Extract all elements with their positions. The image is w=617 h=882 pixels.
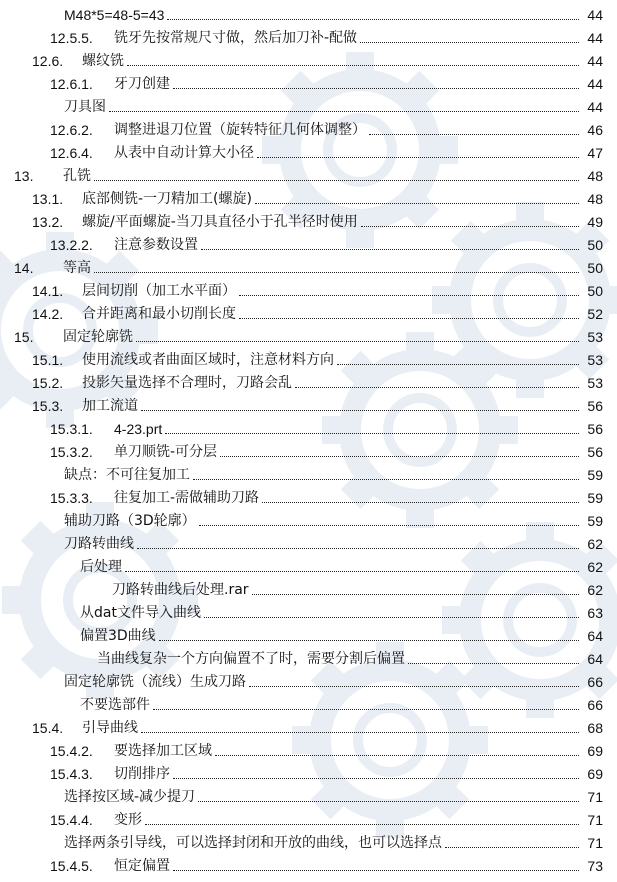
toc-entry-title: 选择按区域-减少提刀	[64, 789, 196, 805]
toc-entry-page: 63	[587, 605, 603, 621]
toc-entry-title: 合并距离和最小切削长度	[82, 306, 236, 322]
toc-entry-number: 15.	[14, 329, 34, 345]
toc-entry[interactable]	[50, 485, 603, 507]
toc-entry[interactable]	[80, 692, 603, 714]
toc-entry[interactable]	[14, 255, 603, 277]
leader-dots	[127, 65, 579, 66]
toc-entry-title: 引导曲线	[82, 720, 138, 736]
toc-entry-title: 螺纹铣	[82, 53, 124, 69]
toc-entry-title: 螺旋/平面螺旋-当刀具直径小于孔半径时使用	[82, 214, 358, 230]
toc-entry-number: 12.6.	[32, 53, 64, 69]
toc-entry-number: 15.3.	[32, 398, 64, 414]
leader-dots	[255, 203, 579, 204]
toc-entry-title: 加工流道	[82, 398, 138, 414]
leader-dots	[137, 548, 579, 549]
toc-entry-title: 变形	[114, 812, 142, 828]
toc-entry[interactable]	[50, 232, 603, 254]
toc-entry-title: 要选择加工区域	[114, 743, 212, 759]
toc-entry-page: 56	[587, 444, 603, 460]
leader-dots	[257, 157, 579, 158]
toc-entry-page: 49	[587, 214, 603, 230]
toc-entry-title: 刀路转曲线后处理.rar	[112, 582, 249, 598]
toc-entry-page: 46	[587, 122, 603, 138]
toc-entry[interactable]	[32, 715, 603, 737]
toc-entry-page: 62	[587, 536, 603, 552]
leader-dots	[239, 318, 579, 319]
toc-entry[interactable]	[32, 186, 603, 208]
toc-entry[interactable]	[50, 117, 603, 139]
toc-entry[interactable]	[50, 416, 603, 438]
leader-dots	[215, 755, 579, 756]
toc-entry-title: 孔铣	[63, 168, 91, 184]
toc-entry-title: 投影矢量选择不合理时，刀路会乱	[82, 375, 292, 391]
toc-entry-page: 50	[587, 283, 603, 299]
toc-entry[interactable]	[64, 784, 603, 806]
toc-entry-title: 往复加工-需做辅助刀路	[114, 490, 260, 506]
toc-entry-page: 56	[587, 421, 603, 437]
toc-entry[interactable]	[64, 94, 603, 116]
toc-entry-number: 14.1.	[32, 283, 64, 299]
toc-entry[interactable]	[80, 600, 603, 622]
toc-entry-number: 12.6.4.	[50, 145, 93, 161]
toc-entry-title: 注意参数设置	[114, 237, 198, 253]
toc-entry[interactable]	[80, 623, 603, 645]
toc-entry[interactable]	[64, 830, 603, 852]
leader-dots	[445, 847, 579, 848]
toc-entry-page: 47	[587, 145, 603, 161]
toc-entry-page: 53	[587, 375, 603, 391]
leader-dots	[369, 134, 579, 135]
toc-entry-title: 层间切削（加工水平面）	[82, 283, 236, 299]
toc-entry[interactable]	[14, 324, 603, 346]
toc-entry-page: 71	[587, 789, 603, 805]
toc-entry-title: 选择两条引导线，可以选择封闭和开放的曲线，也可以选择点	[64, 835, 442, 851]
toc-entry-page: 59	[587, 490, 603, 506]
toc-entry-number: 12.6.2.	[50, 122, 93, 138]
toc-entry[interactable]	[50, 807, 603, 829]
toc-entry-page: 53	[587, 352, 603, 368]
leader-dots	[159, 640, 579, 641]
toc-entry-page: 52	[587, 306, 603, 322]
leader-dots	[109, 111, 579, 112]
toc-entry-title: 恒定偏置	[114, 858, 170, 874]
toc-entry[interactable]	[50, 439, 603, 461]
toc-entry-number: 15.4.2.	[50, 743, 93, 759]
toc-entry-page: 59	[587, 513, 603, 529]
toc-entry-number: 13.2.	[32, 214, 64, 230]
leader-dots	[198, 801, 579, 802]
toc-entry-title: 从表中自动计算大小径	[114, 145, 254, 161]
toc-entry[interactable]	[80, 554, 603, 576]
toc-entry-page: 50	[587, 260, 603, 276]
toc-entry-number: 15.3.3.	[50, 490, 93, 506]
toc-entry-page: 44	[587, 76, 603, 92]
leader-dots	[94, 180, 579, 181]
leader-dots	[173, 778, 579, 779]
toc-entry-page: 66	[587, 674, 603, 690]
toc-entry-page: 62	[587, 559, 603, 575]
toc-entry-number: 15.2.	[32, 375, 64, 391]
toc-entry-page: 44	[587, 53, 603, 69]
leader-dots	[165, 433, 579, 434]
leader-dots	[141, 732, 579, 733]
toc-entry-page: 64	[587, 628, 603, 644]
toc-entry-page: 64	[587, 651, 603, 667]
leader-dots	[249, 686, 579, 687]
toc-entry-title: 固定轮廓铣	[63, 329, 133, 345]
toc-entry-number: 13.2.2.	[50, 237, 93, 253]
leader-dots	[167, 19, 579, 20]
leader-dots	[173, 870, 579, 871]
leader-dots	[173, 88, 579, 89]
toc-entry-title: 刀路转曲线	[64, 536, 134, 552]
toc-entry-page: 73	[587, 858, 603, 874]
toc-entry[interactable]	[32, 209, 603, 231]
toc-entry-number: 12.5.5.	[50, 30, 93, 46]
toc-entry-number: 14.2.	[32, 306, 64, 322]
toc-entry-page: 59	[587, 467, 603, 483]
toc-entry-page: 44	[587, 7, 603, 23]
toc-entry[interactable]	[50, 71, 603, 93]
leader-dots	[153, 709, 579, 710]
toc-entry[interactable]	[32, 347, 603, 369]
toc-entry[interactable]	[64, 2, 603, 24]
toc-entry-title: 使用流线或者曲面区域时，注意材料方向	[82, 352, 334, 368]
toc-entry[interactable]	[50, 853, 603, 875]
leader-dots	[125, 571, 579, 572]
toc-entry-page: 66	[587, 697, 603, 713]
toc-entry-title: 底部侧铣-一刀精加工(螺旋)	[82, 191, 252, 207]
toc-entry-title: 刀具图	[64, 99, 106, 115]
toc-entry-number: 15.4.3.	[50, 766, 93, 782]
toc-entry-page: 44	[587, 30, 603, 46]
toc-entry-title: 后处理	[80, 559, 122, 575]
toc-entry-title: 单刀顺铣-可分层	[114, 444, 218, 460]
toc-entry-number: 15.3.2.	[50, 444, 93, 460]
toc-entry-title: 等高	[63, 260, 91, 276]
leader-dots	[360, 42, 579, 43]
toc-entry-page: 68	[587, 720, 603, 736]
toc-entry-number: 15.4.5.	[50, 858, 93, 874]
leader-dots	[239, 295, 579, 296]
toc-entry-page: 62	[587, 582, 603, 598]
toc-entry[interactable]	[50, 140, 603, 162]
leader-dots	[141, 410, 579, 411]
toc-entry-title: 缺点：不可往复加工	[64, 467, 190, 483]
leader-dots	[337, 364, 579, 365]
toc-entry-title: 铣牙先按常规尺寸做，然后加刀补-配做	[114, 30, 358, 46]
toc-entry-page: 71	[587, 812, 603, 828]
toc-entry-title: 4-23.prt	[114, 421, 163, 437]
toc-entry[interactable]	[64, 531, 603, 553]
leader-dots	[295, 387, 579, 388]
toc-entry[interactable]	[112, 577, 603, 599]
leader-dots	[262, 502, 579, 503]
toc-entry-title: 调整进退刀位置（旋转特征几何体调整）	[114, 122, 366, 138]
toc-entry[interactable]	[50, 25, 603, 47]
toc-entry-page: 50	[587, 237, 603, 253]
toc-entry-number: 15.4.	[32, 720, 64, 736]
toc-entry[interactable]	[64, 669, 603, 691]
toc-entry-page: 69	[587, 766, 603, 782]
toc-entry-number: 14.	[14, 260, 34, 276]
toc-entry-page: 53	[587, 329, 603, 345]
leader-dots	[361, 226, 579, 227]
toc-entry[interactable]	[50, 761, 603, 783]
leader-dots	[252, 594, 579, 595]
toc-entry-number: 15.4.4.	[50, 812, 93, 828]
leader-dots	[94, 272, 579, 273]
toc-entry-title: 从dat文件导入曲线	[80, 605, 201, 621]
toc-entry-page: 71	[587, 835, 603, 851]
toc-entry-title: 切削排序	[114, 766, 170, 782]
leader-dots	[220, 456, 579, 457]
leader-dots	[193, 479, 579, 480]
toc-entry-page: 44	[587, 99, 603, 115]
toc-entry-title: 固定轮廓铣（流线）生成刀路	[64, 674, 246, 690]
leader-dots	[204, 617, 579, 618]
toc-entry-title: 不要选部件	[80, 697, 150, 713]
toc-entry[interactable]	[64, 508, 603, 530]
toc-entry[interactable]	[64, 462, 603, 484]
toc-entry[interactable]	[32, 370, 603, 392]
toc-entry-title: M48*5=48-5=43	[64, 7, 165, 23]
leader-dots	[201, 249, 579, 250]
toc-entry-page: 48	[587, 191, 603, 207]
toc-entry-title: 当曲线复杂一个方向偏置不了时，需要分割后偏置	[97, 651, 405, 667]
leader-dots	[408, 663, 579, 664]
toc-entry-number: 15.3.1.	[50, 421, 93, 437]
leader-dots	[145, 824, 579, 825]
toc-entry-page: 48	[587, 168, 603, 184]
toc-entry[interactable]	[97, 646, 603, 668]
toc-entry-number: 12.6.1.	[50, 76, 93, 92]
toc-entry-title: 辅助刀路（3D轮廓）	[64, 513, 196, 529]
toc-entry[interactable]	[32, 393, 603, 415]
toc-entry-number: 15.1.	[32, 352, 64, 368]
leader-dots	[199, 525, 579, 526]
toc-entry-title: 牙刀创建	[114, 76, 170, 92]
toc-entry[interactable]	[50, 738, 603, 760]
toc-entry[interactable]	[32, 48, 603, 70]
toc-entry-page: 69	[587, 743, 603, 759]
leader-dots	[136, 341, 579, 342]
toc-entry-page: 56	[587, 398, 603, 414]
toc-entry-number: 13.1.	[32, 191, 64, 207]
toc-entry[interactable]	[32, 301, 603, 323]
toc-entry-number: 13.	[14, 168, 34, 184]
toc-entry[interactable]	[32, 278, 603, 300]
toc-entry[interactable]	[14, 163, 603, 185]
toc-entry-title: 偏置3D曲线	[80, 628, 156, 644]
